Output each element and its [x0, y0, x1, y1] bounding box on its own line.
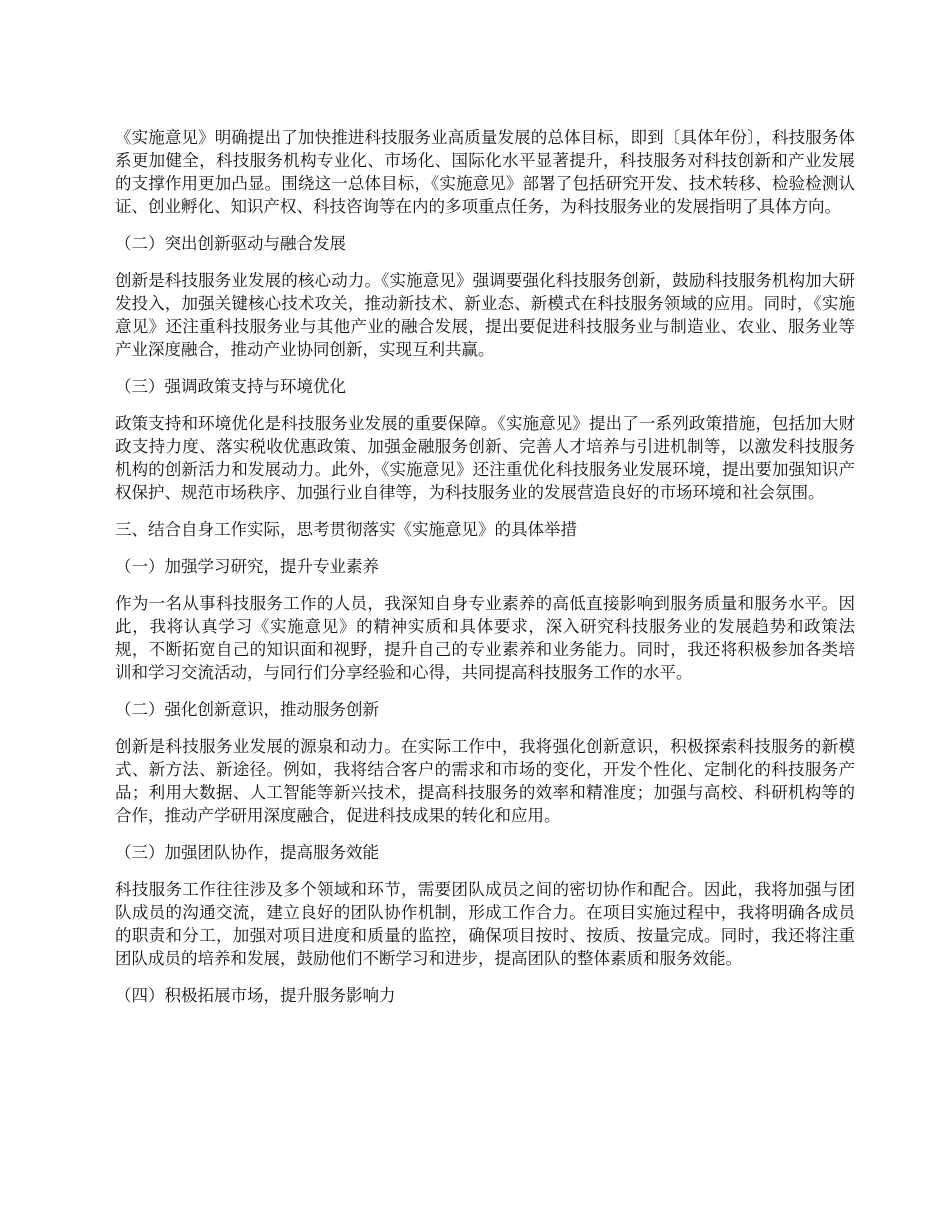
paragraph-study: 作为一名从事科技服务工作的人员，我深知自身专业素养的高低直接影响到服务质量和服务水平。因此，我将认真学习《实施意见》的精神实质和具体要求，深入研究科技服务业的发展趋势和政策法规，不断拓宽自己的知识面和视野，提升自己的专业素养和业务能力。同时，我还将积极参加各类培训和学习交流活动，与同行们分享经验和心得，共同提高科技服务工作的水平。: [115, 594, 855, 682]
paragraph-teamwork: 科技服务工作往往涉及多个领域和环节，需要团队成员之间的密切协作和配合。因此，我将加强与团队成员的沟通交流，建立良好的团队协作机制，形成工作合力。在项目实施过程中，我将明确各成员的职责和分工，加强对项目进度和质量的监控，确保项目按时、按质、按量完成。同时，我还将注重团队成员的培养和发展，鼓励他们不断学习和进步，提高团队的整体素质和服务效能。: [115, 880, 855, 968]
heading-innovation-integration: （二）突出创新驱动与融合发展: [115, 234, 346, 253]
paragraph-overall-goal: 《实施意见》明确提出了加快推进科技服务业高质量发展的总体目标，即到〔具体年份〕，科技服务体系更加健全，科技服务机构专业化、市场化、国际化水平显著提升，科技服务对科技创新和产业发展的支撑作用更加凸显。围绕这一总体目标，《实施意见》部署了包括研究开发、技术转移、检验检测认证、创业孵化、知识产权、科技咨询等在内的多项重点任务，为科技服务业的发展指明了具体方向。: [115, 128, 855, 216]
heading-policy-environment: （三）强调政策支持与环境优化: [115, 377, 346, 396]
heading-market-expansion: （四）积极拓展市场，提升服务影响力: [115, 986, 396, 1005]
heading-section-three: 三、结合自身工作实际，思考贯彻落实《实施意见》的具体举措: [115, 520, 577, 539]
document-body: [115, 126, 855, 1021]
heading-study-research: （一）加强学习研究，提升专业素养: [115, 557, 379, 576]
paragraph-innovation: 创新是科技服务业发展的核心动力。《实施意见》强调要强化科技服务创新，鼓励科技服务机构加大研发投入，加强关键核心技术攻关，推动新技术、新业态、新模式在科技服务领域的应用。同时，《实施意见》还注重科技服务业与其他产业的融合发展，提出要促进科技服务业与制造业、农业、服务业等产业深度融合，推动产业协同创新，实现互利共赢。: [115, 271, 855, 359]
paragraph-service-innovation: 创新是科技服务业发展的源泉和动力。在实际工作中，我将强化创新意识，积极探索科技服务的新模式、新方法、新途径。例如，我将结合客户的需求和市场的变化，开发个性化、定制化的科技服务产品；利用大数据、人工智能等新兴技术，提高科技服务的效率和精准度；加强与高校、科研机构等的合作，推动产学研用深度融合，促进科技成果的转化和应用。: [115, 737, 855, 825]
heading-service-innovation: （二）强化创新意识，推动服务创新: [115, 700, 379, 719]
heading-teamwork: （三）加强团队协作，提高服务效能: [115, 843, 379, 862]
paragraph-policy: 政策支持和环境优化是科技服务业发展的重要保障。《实施意见》提出了一系列政策措施，包括加大财政支持力度、落实税收优惠政策、加强金融服务创新、完善人才培养与引进机制等，以激发科技服务机构的创新活力和发展动力。此外，《实施意见》还注重优化科技服务业发展环境，提出要加强知识产权保护、规范市场秩序、加强行业自律等，为科技服务业的发展营造良好的市场环境和社会氛围。: [115, 414, 855, 502]
